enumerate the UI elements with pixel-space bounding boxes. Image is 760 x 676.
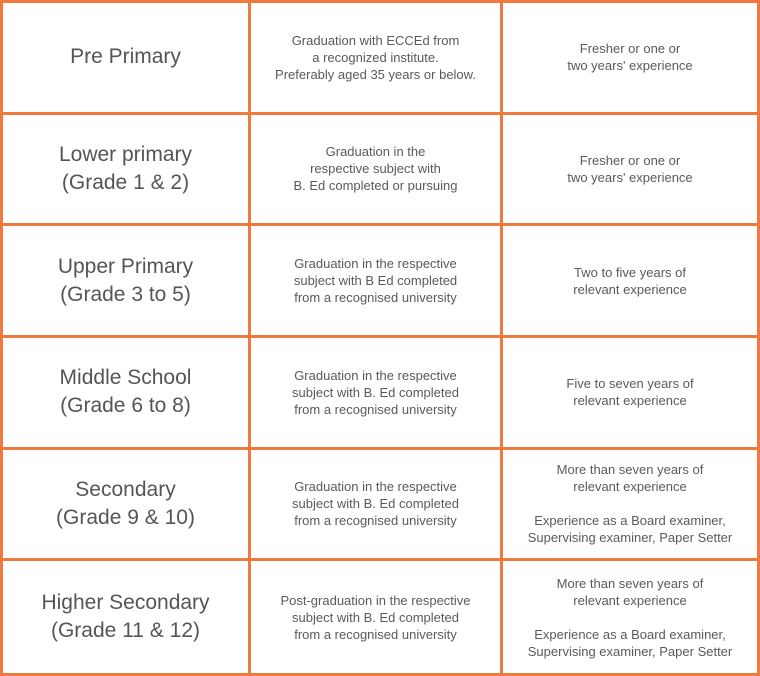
qualification-text-line: Post-graduation in the respective xyxy=(280,592,471,608)
qualification-cell xyxy=(251,226,503,338)
level-label-line: (Grade 9 & 10) xyxy=(56,505,195,529)
qualification-text-line: Graduation in the respective xyxy=(294,479,457,495)
qualification-text-block xyxy=(280,592,470,643)
qualification-text-block xyxy=(292,478,459,529)
experience-cell xyxy=(503,3,757,115)
qualification-cell xyxy=(251,561,503,673)
experience-text-line: More than seven years of xyxy=(556,462,704,478)
experience-text-line: More than seven years of xyxy=(556,575,704,591)
experience-text-line: relevant experience xyxy=(573,281,687,297)
qualification-text-block xyxy=(275,32,476,83)
qualification-text-line: B. Ed completed or pursuing xyxy=(293,178,458,194)
level-label-line: (Grade 11 & 12) xyxy=(50,619,201,643)
level-cell xyxy=(3,3,251,115)
qualification-text-line: respective subject with xyxy=(310,161,441,177)
experience-cell xyxy=(503,561,757,673)
spacer xyxy=(528,609,733,626)
experience-cell xyxy=(503,226,757,338)
experience-block xyxy=(566,375,693,409)
level-cell xyxy=(3,561,251,673)
qualification-text-line: from a recognised university xyxy=(294,513,457,529)
qualification-text-line: subject with B Ed completed xyxy=(293,273,458,289)
level-cell xyxy=(3,450,251,562)
experience-text-line: relevant experience xyxy=(573,479,687,495)
level-label-line: Higher Secondary xyxy=(41,591,210,615)
qualification-cell xyxy=(251,115,503,227)
qualification-text-line: Graduation in the respective xyxy=(294,367,457,383)
level-label-line: Middle School xyxy=(59,366,192,390)
experience-extra-line: Experience as a Board examiner, xyxy=(534,513,726,529)
experience-extra-line: Supervising examiner, Paper Setter xyxy=(527,530,733,546)
spacer xyxy=(528,495,733,512)
qualification-cell xyxy=(251,3,503,115)
experience-text-line: Fresher or one or xyxy=(579,41,681,57)
level-cell xyxy=(3,338,251,450)
qualification-text-block xyxy=(293,143,457,194)
experience-text-line: two years' experience xyxy=(567,169,693,185)
qualification-text-line: Graduation in the xyxy=(325,144,426,160)
experience-block xyxy=(528,461,733,546)
qualification-text-line: from a recognised university xyxy=(294,626,457,642)
qualification-text-line: Preferably aged 35 years or below. xyxy=(275,66,476,82)
level-label-block xyxy=(41,589,209,645)
level-label-block xyxy=(56,476,195,532)
level-label-line: (Grade 6 to 8) xyxy=(60,394,191,418)
experience-text-line: relevant experience xyxy=(573,393,687,409)
level-label-line: (Grade 3 to 5) xyxy=(60,282,191,306)
qualification-text-block xyxy=(294,255,457,306)
qualification-text-block xyxy=(292,367,459,418)
experience-cell xyxy=(503,338,757,450)
experience-block xyxy=(573,264,686,298)
level-label-line: (Grade 1 & 2) xyxy=(61,170,190,194)
qualification-text-line: subject with B. Ed completed xyxy=(292,496,459,512)
level-label-line: Secondary xyxy=(75,477,176,501)
qualification-text-line: Graduation in the respective xyxy=(294,256,457,272)
experience-cell xyxy=(503,450,757,562)
experience-block xyxy=(567,40,692,74)
level-label-block xyxy=(59,141,192,197)
level-label-block xyxy=(60,364,192,420)
qualification-text-line: from a recognised university xyxy=(294,401,457,417)
level-label-line: Upper Primary xyxy=(57,254,194,278)
experience-text-line: Fresher or one or xyxy=(579,152,681,168)
qualification-text-line: Graduation with ECCEd from xyxy=(291,32,460,48)
experience-block xyxy=(567,152,692,186)
level-label-line: Pre Primary xyxy=(70,45,181,69)
experience-extra-line: Supervising examiner, Paper Setter xyxy=(527,643,733,659)
experience-text-line: two years' experience xyxy=(567,58,693,74)
qualification-cell xyxy=(251,450,503,562)
level-label-line: Lower primary xyxy=(58,142,193,166)
level-cell xyxy=(3,115,251,227)
level-cell xyxy=(3,226,251,338)
level-label-block xyxy=(70,43,181,71)
qualification-text-line: from a recognised university xyxy=(294,290,457,306)
experience-cell xyxy=(503,115,757,227)
experience-text-line: Two to five years of xyxy=(574,264,686,280)
experience-text-line: Five to seven years of xyxy=(566,376,694,392)
level-label-block xyxy=(58,253,193,309)
qualification-cell xyxy=(251,338,503,450)
experience-block xyxy=(528,575,733,660)
experience-text-line: relevant experience xyxy=(573,592,687,608)
qualification-text-line: subject with B. Ed completed xyxy=(292,384,459,400)
qualification-text-line: subject with B. Ed completed xyxy=(292,609,459,625)
experience-extra-line: Experience as a Board examiner, xyxy=(534,626,726,642)
qualification-text-line: a recognized institute. xyxy=(312,49,439,65)
